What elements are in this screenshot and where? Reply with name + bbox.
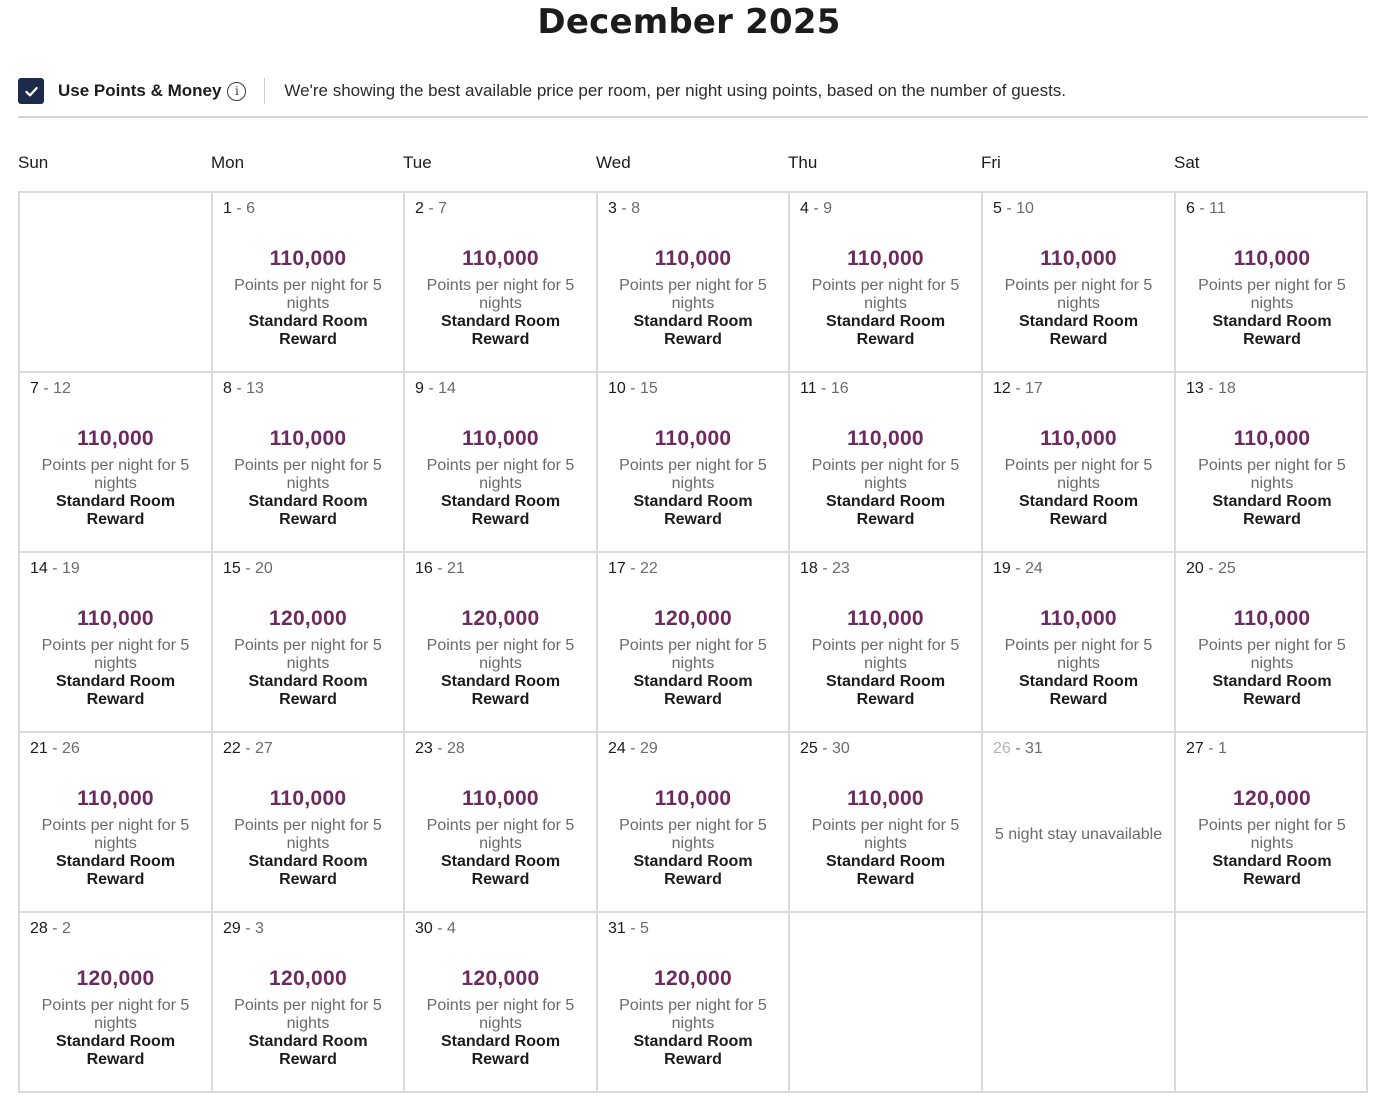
room-type: Standard Room Reward — [440, 1033, 561, 1068]
day-cell[interactable] — [598, 373, 790, 553]
day-cell[interactable] — [598, 553, 790, 733]
range-separator: - — [625, 740, 641, 757]
range-separator: - — [432, 560, 448, 577]
empty-day-cell — [790, 913, 983, 1093]
check-out-day: 19 — [62, 560, 80, 577]
check-in-day: 23 — [415, 740, 433, 757]
weekday-sat: Sat — [1174, 153, 1200, 172]
points-price: 110,000 — [847, 427, 924, 450]
stay-date-range — [415, 200, 447, 218]
day-cell[interactable] — [790, 733, 983, 913]
weekday-fri: Fri — [981, 153, 1001, 172]
stay-date-range — [993, 560, 1043, 578]
points-description: Points per night for 5 nights — [234, 817, 382, 852]
points-price: 110,000 — [847, 607, 924, 630]
points-price: 110,000 — [269, 247, 347, 270]
check-out-day: 27 — [255, 740, 273, 757]
room-type: Standard Room Reward — [1212, 673, 1332, 708]
day-cell[interactable] — [405, 553, 598, 733]
stay-date-range — [415, 380, 456, 398]
check-out-day: 8 — [631, 200, 641, 217]
day-cell — [983, 733, 1176, 913]
check-out-day: 24 — [1025, 560, 1043, 577]
points-description: Points per night for 5 nights — [426, 457, 575, 492]
room-type: Standard Room Reward — [440, 673, 561, 708]
day-cell[interactable] — [1176, 553, 1368, 733]
room-type: Standard Room Reward — [1018, 313, 1139, 348]
stay-date-range — [223, 560, 273, 578]
check-out-day: 17 — [1025, 380, 1043, 397]
stay-date-range — [1186, 560, 1236, 578]
day-cell[interactable] — [598, 913, 790, 1093]
check-out-day: 15 — [640, 380, 658, 397]
stay-date-range — [608, 740, 658, 758]
day-cell[interactable] — [405, 373, 598, 553]
check-in-day: 28 — [30, 920, 48, 937]
range-separator: - — [625, 560, 641, 577]
stay-date-range — [800, 380, 849, 398]
points-description: Points per night for 5 nights — [426, 637, 575, 672]
day-cell[interactable] — [598, 733, 790, 913]
use-points-money-label[interactable]: Use Points & Money — [58, 81, 222, 100]
points-description: Points per night for 5 nights — [811, 457, 960, 492]
range-separator: - — [625, 380, 641, 397]
check-in-day: 16 — [415, 560, 433, 577]
check-out-day: 26 — [62, 740, 80, 757]
check-out-day: 10 — [1016, 200, 1034, 217]
room-type: Standard Room Reward — [55, 673, 176, 708]
range-separator: - — [240, 740, 256, 757]
divider — [264, 78, 265, 104]
check-out-day: 22 — [640, 560, 658, 577]
room-type: Standard Room Reward — [633, 313, 753, 348]
room-type: Standard Room Reward — [633, 853, 753, 888]
check-out-day: 11 — [1209, 200, 1226, 217]
points-price: 110,000 — [462, 787, 539, 810]
range-separator: - — [1010, 560, 1026, 577]
points-price: 120,000 — [461, 967, 540, 990]
check-in-day: 20 — [1186, 560, 1204, 577]
points-price: 110,000 — [77, 607, 154, 630]
points-price: 110,000 — [1233, 247, 1311, 270]
day-cell[interactable] — [1176, 733, 1368, 913]
stay-date-range — [608, 200, 640, 218]
points-price: 110,000 — [462, 427, 539, 450]
day-cell[interactable] — [598, 193, 790, 373]
points-price: 110,000 — [654, 247, 732, 270]
room-type: Standard Room Reward — [55, 853, 176, 888]
stay-date-range — [415, 740, 465, 758]
check-in-day: 13 — [1186, 380, 1204, 397]
range-separator: - — [423, 200, 439, 217]
empty-day-cell — [1176, 913, 1368, 1093]
stay-date-range — [608, 380, 658, 398]
check-out-day: 3 — [255, 920, 264, 937]
points-description: Points per night for 5 nights — [41, 997, 190, 1032]
points-money-controls — [18, 76, 1368, 106]
room-type: Standard Room Reward — [248, 313, 368, 348]
stay-date-range — [30, 380, 71, 398]
room-type: Standard Room Reward — [440, 493, 561, 528]
points-price: 120,000 — [268, 607, 347, 630]
check-out-day: 31 — [1025, 740, 1043, 757]
points-price: 120,000 — [76, 967, 155, 990]
check-out-day: 4 — [447, 920, 456, 937]
points-description: Points per night for 5 nights — [234, 277, 382, 312]
points-description: Points per night for 5 nights — [811, 277, 960, 312]
stay-date-range — [223, 200, 255, 218]
room-type: Standard Room Reward — [633, 493, 753, 528]
points-price: 110,000 — [654, 787, 732, 810]
range-separator: - — [1203, 740, 1219, 757]
points-price: 110,000 — [1233, 607, 1311, 630]
check-out-day: 12 — [53, 380, 71, 397]
room-type: Standard Room Reward — [633, 673, 753, 708]
calendar-grid — [18, 191, 1368, 1093]
points-description: Points per night for 5 nights — [1004, 457, 1153, 492]
check-in-day: 18 — [800, 560, 818, 577]
points-description: Points per night for 5 nights — [426, 277, 575, 312]
day-cell[interactable] — [1176, 193, 1368, 373]
check-out-day: 20 — [255, 560, 273, 577]
range-separator: - — [47, 740, 63, 757]
weekday-mon: Mon — [211, 153, 245, 172]
points-description: Points per night for 5 nights — [1004, 277, 1153, 312]
points-description: Points per night for 5 nights — [41, 817, 190, 852]
check-in-day: 3 — [608, 200, 617, 217]
day-cell[interactable] — [983, 553, 1176, 733]
points-price: 110,000 — [77, 427, 154, 450]
check-out-day: 2 — [62, 920, 71, 937]
stay-date-range — [800, 560, 850, 578]
weekday-sun: Sun — [18, 153, 49, 172]
stay-date-range — [30, 740, 80, 758]
points-description: Points per night for 5 nights — [619, 997, 767, 1032]
check-in-day: 19 — [993, 560, 1011, 577]
check-in-day: 12 — [993, 380, 1011, 397]
range-separator: - — [1001, 200, 1017, 217]
room-type: Standard Room Reward — [440, 853, 561, 888]
range-separator: - — [47, 920, 63, 937]
points-description: Points per night for 5 nights — [1198, 457, 1346, 492]
points-description: Points per night for 5 nights — [811, 637, 960, 672]
day-cell[interactable] — [983, 193, 1176, 373]
check-in-day: 27 — [1186, 740, 1204, 757]
room-type: Standard Room Reward — [1018, 493, 1139, 528]
points-price: 110,000 — [847, 787, 924, 810]
range-separator: - — [1194, 200, 1210, 217]
range-separator: - — [38, 380, 54, 397]
stay-date-range — [30, 920, 71, 938]
check-in-day: 22 — [223, 740, 241, 757]
day-cell[interactable] — [213, 373, 405, 553]
stay-date-range — [1186, 200, 1226, 218]
check-in-day: 14 — [30, 560, 48, 577]
points-description: Points per night for 5 nights — [619, 637, 767, 672]
check-out-day: 7 — [438, 200, 448, 217]
day-cell[interactable] — [20, 733, 213, 913]
check-in-day: 1 — [223, 200, 232, 217]
empty-day-cell — [20, 193, 213, 373]
stay-date-range — [223, 380, 264, 398]
stay-date-range — [800, 740, 850, 758]
check-in-day: 8 — [223, 380, 232, 397]
stay-date-range — [415, 560, 465, 578]
check-in-day: 6 — [1186, 200, 1195, 217]
points-description: Points per night for 5 nights — [234, 997, 382, 1032]
unavailable-text: 5 night stay unavailable — [994, 826, 1163, 843]
check-out-day: 9 — [823, 200, 833, 217]
weekday-thu: Thu — [788, 153, 818, 172]
day-cell[interactable] — [213, 193, 405, 373]
page-title: December 2025 — [537, 2, 841, 42]
points-description: Points per night for 5 nights — [234, 457, 382, 492]
points-price: 110,000 — [847, 247, 924, 270]
check-in-day: 4 — [800, 200, 809, 217]
check-out-day: 6 — [246, 200, 256, 217]
room-type: Standard Room Reward — [55, 493, 176, 528]
range-separator: - — [1203, 380, 1219, 397]
range-separator: - — [240, 560, 256, 577]
room-type: Standard Room Reward — [248, 853, 368, 888]
check-out-day: 29 — [640, 740, 658, 757]
points-price: 120,000 — [461, 607, 540, 630]
check-out-day: 5 — [640, 920, 649, 937]
points-price: 110,000 — [77, 787, 154, 810]
room-type: Standard Room Reward — [825, 853, 946, 888]
check-in-day: 26 — [993, 740, 1011, 757]
points-description: Points per night for 5 nights — [1198, 817, 1346, 852]
use-points-money-checkbox[interactable] — [18, 78, 44, 104]
points-description: Points per night for 5 nights — [1198, 277, 1346, 312]
stay-date-range — [993, 200, 1034, 218]
points-description: Points per night for 5 nights — [1004, 637, 1153, 672]
range-separator: - — [432, 740, 448, 757]
points-price: 110,000 — [1040, 607, 1117, 630]
points-description: Points per night for 5 nights — [426, 817, 575, 852]
room-type: Standard Room Reward — [248, 493, 368, 528]
check-in-day: 30 — [415, 920, 433, 937]
points-description: Points per night for 5 nights — [41, 457, 190, 492]
stay-date-range — [415, 920, 456, 938]
empty-day-cell — [983, 913, 1176, 1093]
check-in-day: 31 — [608, 920, 626, 937]
range-separator: - — [816, 380, 831, 397]
points-description: Points per night for 5 nights — [619, 817, 767, 852]
range-separator: - — [625, 920, 641, 937]
points-price: 120,000 — [653, 967, 732, 990]
stay-date-range — [608, 560, 658, 578]
check-in-day: 11 — [800, 380, 817, 397]
info-icon[interactable]: i — [227, 82, 246, 101]
check-out-day: 23 — [832, 560, 850, 577]
check-out-day: 16 — [830, 380, 849, 397]
room-type: Standard Room Reward — [633, 1033, 753, 1068]
header-divider — [18, 116, 1368, 118]
room-type: Standard Room Reward — [825, 313, 946, 348]
day-cell[interactable] — [405, 913, 598, 1093]
check-out-day: 21 — [447, 560, 465, 577]
points-price: 110,000 — [269, 787, 347, 810]
check-in-day: 17 — [608, 560, 626, 577]
check-in-day: 10 — [608, 380, 626, 397]
points-price: 120,000 — [653, 607, 732, 630]
range-separator: - — [1010, 380, 1026, 397]
stay-date-range — [1186, 380, 1236, 398]
room-type: Standard Room Reward — [248, 673, 368, 708]
points-description: Points per night for 5 nights — [1198, 637, 1346, 672]
check-in-day: 24 — [608, 740, 626, 757]
points-price: 120,000 — [1232, 787, 1311, 810]
check-in-day: 2 — [415, 200, 424, 217]
stay-date-range — [800, 200, 832, 218]
range-separator: - — [240, 920, 256, 937]
day-cell[interactable] — [790, 553, 983, 733]
day-cell[interactable] — [790, 193, 983, 373]
check-out-day: 18 — [1218, 380, 1236, 397]
weekday-wed: Wed — [596, 153, 631, 172]
day-cell[interactable] — [213, 913, 405, 1093]
stay-date-range — [223, 920, 264, 938]
points-price: 110,000 — [1040, 427, 1117, 450]
range-separator: - — [231, 200, 247, 217]
check-in-day: 21 — [30, 740, 48, 757]
room-type: Standard Room Reward — [55, 1033, 176, 1068]
room-type: Standard Room Reward — [248, 1033, 368, 1068]
points-price: 110,000 — [269, 427, 347, 450]
check-in-day: 15 — [223, 560, 241, 577]
day-cell[interactable] — [20, 373, 213, 553]
points-description: Points per night for 5 nights — [619, 457, 767, 492]
points-description: Points per night for 5 nights — [426, 997, 575, 1032]
points-description: Points per night for 5 nights — [811, 817, 960, 852]
check-out-day: 30 — [832, 740, 850, 757]
points-price: 110,000 — [462, 247, 539, 270]
range-separator: - — [47, 560, 63, 577]
check-in-day: 29 — [223, 920, 241, 937]
room-type: Standard Room Reward — [825, 493, 946, 528]
checkmark-icon — [23, 83, 40, 100]
day-cell[interactable] — [983, 373, 1176, 553]
stay-date-range — [993, 740, 1043, 758]
room-type: Standard Room Reward — [1212, 493, 1332, 528]
range-separator: - — [616, 200, 632, 217]
day-cell[interactable] — [20, 553, 213, 733]
room-type: Standard Room Reward — [1212, 313, 1332, 348]
range-separator: - — [808, 200, 824, 217]
check-in-day: 7 — [30, 380, 39, 397]
range-separator: - — [1203, 560, 1219, 577]
day-cell[interactable] — [405, 733, 598, 913]
check-out-day: 25 — [1218, 560, 1236, 577]
check-out-day: 13 — [246, 380, 264, 397]
range-separator: - — [231, 380, 247, 397]
stay-date-range — [1186, 740, 1227, 758]
day-cell[interactable] — [20, 913, 213, 1093]
day-cell[interactable] — [213, 553, 405, 733]
check-in-day: 25 — [800, 740, 818, 757]
range-separator: - — [817, 740, 833, 757]
range-separator: - — [423, 380, 439, 397]
day-cell[interactable] — [213, 733, 405, 913]
check-out-day: 14 — [438, 380, 456, 397]
day-cell[interactable] — [405, 193, 598, 373]
check-out-day: 1 — [1218, 740, 1227, 757]
stay-date-range — [223, 740, 273, 758]
room-type: Standard Room Reward — [1212, 853, 1332, 888]
day-cell[interactable] — [790, 373, 983, 553]
check-in-day: 9 — [415, 380, 424, 397]
room-type: Standard Room Reward — [440, 313, 561, 348]
room-type: Standard Room Reward — [825, 673, 946, 708]
points-price: 120,000 — [268, 967, 347, 990]
room-type: Standard Room Reward — [1018, 673, 1139, 708]
stay-date-range — [30, 560, 80, 578]
range-separator: - — [817, 560, 833, 577]
check-out-day: 28 — [447, 740, 465, 757]
points-description: Points per night for 5 nights — [619, 277, 767, 312]
stay-date-range — [993, 380, 1043, 398]
day-cell[interactable] — [1176, 373, 1368, 553]
weekday-tue: Tue — [403, 153, 432, 172]
points-description: Points per night for 5 nights — [234, 637, 382, 672]
range-separator: - — [432, 920, 448, 937]
weekday-header — [18, 153, 1368, 177]
stay-date-range — [608, 920, 649, 938]
points-price: 110,000 — [1040, 247, 1117, 270]
points-price: 110,000 — [1233, 427, 1311, 450]
points-description: Points per night for 5 nights — [41, 637, 190, 672]
check-in-day: 5 — [993, 200, 1002, 217]
range-separator: - — [1010, 740, 1026, 757]
points-price: 110,000 — [654, 427, 732, 450]
pricing-note: We're showing the best available price per room, per night using points, based on the number of guests. — [284, 81, 1067, 100]
